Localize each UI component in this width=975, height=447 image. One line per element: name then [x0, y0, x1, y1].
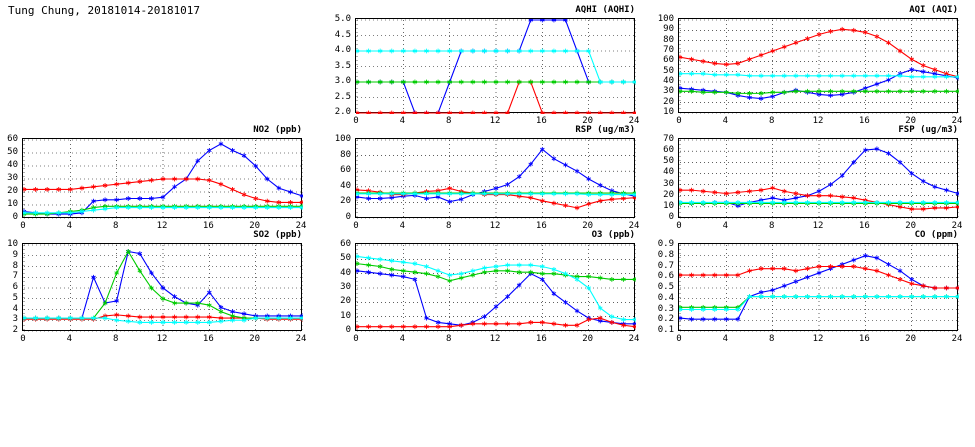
x-tick-label: 16: [202, 334, 214, 344]
x-tick-label: 8: [768, 221, 775, 231]
plot-area-aqhi: [355, 18, 635, 113]
y-tick-label: 70: [663, 134, 674, 144]
plot-area-so2: [22, 243, 302, 331]
y-tick-label: 0.3: [657, 303, 674, 314]
x-tick-label: 16: [535, 334, 547, 344]
y-tick-label: 10: [340, 310, 351, 321]
x-tick-label: 8: [112, 334, 119, 344]
y-tick-label: 2.5: [334, 91, 351, 102]
y-tick-label: 30: [663, 86, 674, 97]
y-tick-label: 2: [12, 325, 18, 335]
x-tick-label: 16: [535, 116, 547, 126]
x-tick-label: 12: [812, 116, 824, 126]
y-tick-label: 70: [663, 45, 674, 55]
plot-canvas-o3: [356, 244, 636, 332]
x-tick-label: 20: [249, 334, 261, 344]
x-tick-label: 16: [858, 221, 870, 231]
y-tick-label: 5.0: [334, 14, 351, 24]
x-tick-label: 20: [905, 116, 917, 126]
y-tick-label: 20: [663, 96, 674, 107]
x-tick-label: 0: [20, 334, 26, 344]
y-tick-label: 60: [340, 239, 351, 249]
x-tick-label: 20: [905, 221, 917, 231]
y-tick-label: 50: [7, 147, 18, 157]
chart-panel-aqi: [657, 5, 963, 126]
y-tick-label: 20: [663, 189, 674, 200]
x-tick-label: 16: [858, 116, 870, 126]
x-tick-label: 12: [156, 221, 168, 231]
y-tick-label: 0.2: [657, 314, 674, 325]
y-tick-label: 8: [12, 260, 18, 271]
x-tick-label: 4: [722, 334, 729, 344]
plot-canvas-so2: [23, 244, 303, 332]
y-tick-label: 10: [663, 200, 674, 211]
x-tick-label: 12: [812, 334, 824, 344]
chart-title-o3: O3 (ppb): [591, 230, 635, 240]
y-tick-label: 30: [340, 282, 351, 292]
chart-panel-fsp: [663, 125, 963, 231]
y-tick-label: 40: [340, 267, 351, 278]
series-day4-fsp: [679, 200, 959, 205]
x-tick-label: 24: [628, 221, 640, 231]
y-tick-label: 0.7: [657, 260, 674, 271]
chart-title-rsp: RSP (ug/m3): [575, 125, 635, 135]
y-tick-label: 0.9: [657, 239, 674, 249]
chart-panel-co: [657, 230, 963, 344]
y-tick-label: 2.0: [334, 107, 351, 117]
x-tick-label: 4: [399, 116, 406, 126]
y-tick-label: 50: [663, 65, 674, 76]
chart-title-so2: SO2 (ppb): [253, 230, 302, 240]
x-tick-label: 20: [905, 334, 917, 344]
y-tick-label: 60: [340, 165, 351, 176]
x-tick-label: 4: [399, 221, 406, 231]
y-tick-label: 0.8: [657, 249, 674, 260]
x-tick-label: 0: [353, 116, 359, 126]
plot-canvas-co: [679, 244, 959, 332]
y-tick-label: 0.5: [657, 282, 674, 292]
chart-title-aqhi: AQHI (AQHI): [575, 5, 635, 15]
x-tick-label: 12: [812, 221, 824, 231]
plot-area-fsp: [678, 138, 958, 218]
y-tick-label: 20: [340, 296, 351, 307]
chart-panel-o3: [340, 230, 640, 344]
x-tick-label: 16: [858, 334, 870, 344]
x-tick-label: 24: [951, 221, 963, 231]
x-tick-label: 0: [676, 116, 682, 126]
series-day1-co: [679, 253, 959, 321]
y-tick-label: 10: [7, 239, 18, 249]
plot-canvas-no2: [23, 139, 303, 219]
plot-area-aqi: [678, 18, 958, 113]
y-tick-label: 0: [668, 212, 674, 222]
y-tick-label: 100: [657, 14, 674, 24]
x-tick-label: 20: [582, 116, 594, 126]
x-tick-label: 12: [489, 221, 501, 231]
x-tick-label: 0: [353, 334, 359, 344]
x-tick-label: 8: [768, 116, 775, 126]
y-tick-label: 80: [340, 149, 351, 160]
chart-title-no2: NO2 (ppb): [253, 125, 302, 135]
x-tick-label: 24: [628, 116, 640, 126]
y-tick-label: 4.5: [334, 29, 351, 40]
y-tick-label: 90: [663, 24, 674, 35]
y-tick-label: 60: [663, 55, 674, 66]
y-tick-label: 3.5: [334, 60, 351, 71]
x-tick-label: 4: [66, 221, 73, 231]
y-tick-label: 50: [340, 253, 351, 264]
series-day4-rsp: [356, 191, 636, 197]
y-tick-label: 3.0: [334, 76, 351, 86]
x-tick-label: 0: [676, 334, 682, 344]
plot-area-no2: [22, 138, 302, 218]
series-day3-aqhi: [356, 80, 636, 85]
y-tick-label: 40: [663, 76, 674, 86]
y-tick-label: 60: [663, 145, 674, 156]
y-tick-label: 3: [12, 314, 18, 325]
chart-title-co: CO (ppm): [914, 230, 958, 240]
chart-title-fsp: FSP (ug/m3): [898, 125, 958, 135]
chart-panel-aqhi: [334, 5, 640, 126]
plot-area-rsp: [355, 138, 635, 218]
x-tick-label: 4: [722, 221, 729, 231]
x-tick-label: 0: [20, 221, 26, 231]
y-tick-label: 60: [7, 134, 18, 144]
y-tick-label: 6: [12, 282, 18, 292]
x-tick-label: 24: [628, 334, 640, 344]
y-tick-label: 9: [12, 249, 18, 260]
y-tick-label: 50: [663, 156, 674, 167]
chart-panel-no2: [7, 125, 307, 231]
y-tick-label: 0: [345, 325, 351, 335]
x-tick-label: 20: [582, 334, 594, 344]
x-tick-label: 8: [445, 221, 452, 231]
x-tick-label: 20: [582, 221, 594, 231]
y-tick-label: 0.6: [657, 271, 674, 282]
y-tick-label: 7: [12, 271, 18, 282]
plot-area-o3: [355, 243, 635, 331]
x-tick-label: 12: [156, 334, 168, 344]
x-tick-label: 16: [535, 221, 547, 231]
y-tick-label: 20: [7, 186, 18, 196]
y-tick-label: 40: [663, 167, 674, 178]
x-tick-label: 24: [295, 334, 307, 344]
x-tick-label: 4: [66, 334, 73, 344]
series-day1-fsp: [679, 147, 959, 209]
plot-canvas-rsp: [356, 139, 636, 219]
plot-canvas-aqi: [679, 19, 959, 114]
y-tick-label: 40: [340, 180, 351, 191]
y-tick-label: 100: [334, 134, 351, 144]
y-tick-label: 40: [7, 160, 18, 170]
x-tick-label: 8: [445, 116, 452, 126]
y-tick-label: 20: [340, 196, 351, 207]
plot-canvas-fsp: [679, 139, 959, 219]
y-tick-label: 10: [7, 199, 18, 209]
x-tick-label: 24: [951, 116, 963, 126]
y-tick-label: 4.0: [334, 45, 351, 55]
x-tick-label: 20: [249, 221, 261, 231]
chart-panel-rsp: [334, 125, 640, 231]
y-tick-label: 0: [12, 212, 18, 222]
y-tick-label: 0.4: [657, 292, 674, 303]
plot-area-co: [678, 243, 958, 331]
x-tick-label: 0: [353, 221, 359, 231]
x-tick-label: 8: [445, 334, 452, 344]
chart-panel-so2: [7, 230, 307, 344]
y-tick-label: 0: [345, 212, 351, 222]
x-tick-label: 0: [676, 221, 682, 231]
y-tick-label: 80: [663, 34, 674, 45]
y-tick-label: 0.1: [657, 325, 674, 335]
y-tick-label: 30: [7, 173, 18, 183]
plot-canvas-aqhi: [356, 19, 636, 114]
x-tick-label: 24: [295, 221, 307, 231]
x-tick-label: 4: [722, 116, 729, 126]
x-tick-label: 8: [768, 334, 775, 344]
x-tick-label: 16: [202, 221, 214, 231]
x-tick-label: 24: [951, 334, 963, 344]
y-tick-label: 4: [12, 303, 18, 314]
x-tick-label: 4: [399, 334, 406, 344]
x-tick-label: 12: [489, 334, 501, 344]
y-tick-label: 30: [663, 178, 674, 189]
y-tick-label: 10: [663, 107, 674, 117]
y-tick-label: 5: [12, 292, 18, 303]
x-tick-label: 12: [489, 116, 501, 126]
chart-title-aqi: AQI (AQI): [909, 5, 958, 15]
x-tick-label: 8: [112, 221, 119, 231]
page-title: Tung Chung, 20181014-20181017: [8, 4, 201, 17]
